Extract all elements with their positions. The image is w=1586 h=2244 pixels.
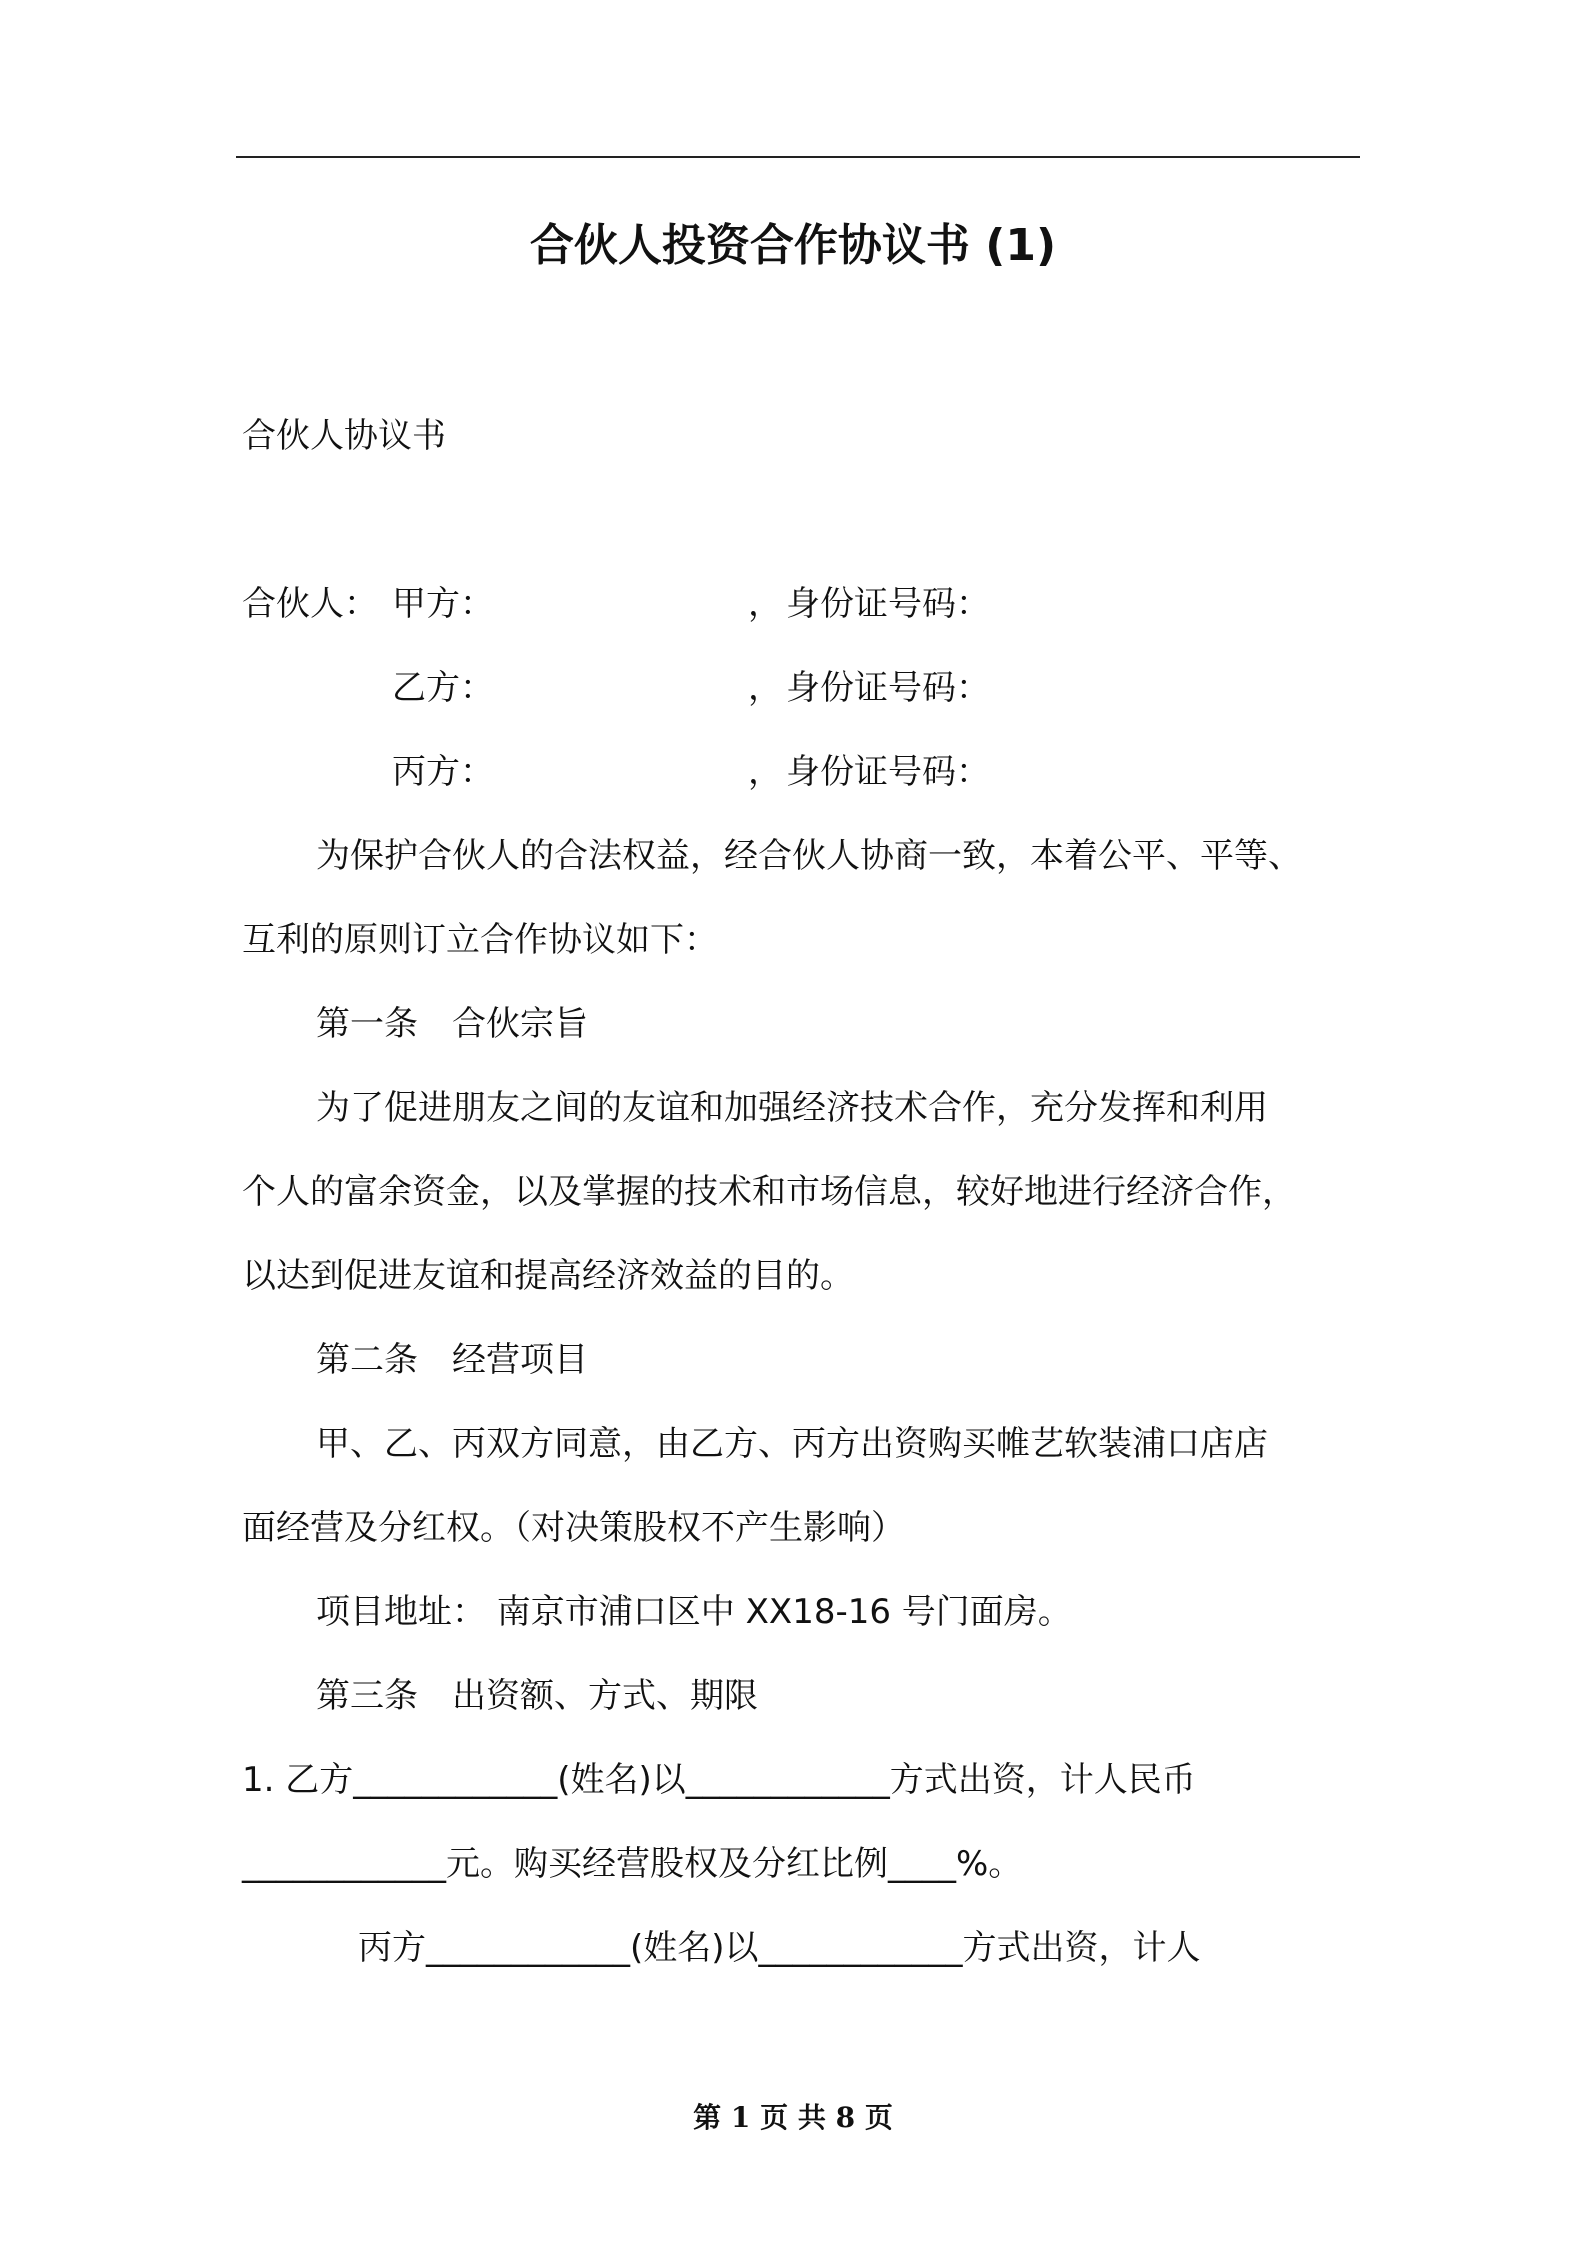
article-3-heading: 第三条 出资额、方式、期限 (316, 1676, 758, 1716)
intro-line-1: 为保护合伙人的合法权益，经合伙人协商一致，本着公平、平等、 (316, 836, 1302, 876)
subtitle: 合伙人协议书 (242, 416, 446, 456)
party-c-sep: ， (748, 752, 782, 792)
document-title: 合伙人投资合作协议书 (1) (529, 220, 1057, 271)
intro-line-2: 互利的原则订立合作协议如下： (242, 920, 718, 960)
article-2-heading: 第二条 经营项目 (316, 1340, 588, 1380)
article-2-line-2: 面经营及分红权。（对决策股权不产生影响） (242, 1508, 905, 1548)
article-1-line-3: 以达到促进友谊和提高经济效益的目的。 (242, 1256, 854, 1296)
party-a-sep: ， (748, 584, 782, 624)
party-c-name: 丙方： (392, 752, 494, 792)
party-a-name: 甲方： (392, 584, 494, 624)
article-3-item-1-line-2: ____________元。购买经营股权及分红比例____%。 (242, 1844, 1023, 1884)
article-1-line-2: 个人的富余资金，以及掌握的技术和市场信息，较好地进行经济合作， (242, 1172, 1296, 1212)
page-footer: 第 1 页 共 8 页 (693, 2101, 893, 2134)
header-rule (236, 156, 1360, 158)
article-1-line-1: 为了促进朋友之间的友谊和加强经济技术合作，充分发挥和利用 (316, 1088, 1268, 1128)
party-b-name: 乙方： (392, 668, 494, 708)
article-3-item-1-line-1: 1. 乙方____________(姓名)以____________方式出资，计人民币 (242, 1760, 1196, 1800)
parties-label: 合伙人： (242, 584, 378, 624)
party-c-id-label: 身份证号码： (786, 752, 990, 792)
article-2-line-1: 甲、乙、丙双方同意，由乙方、丙方出资购买帷艺软装浦口店店 (316, 1424, 1268, 1464)
party-b-id-label: 身份证号码： (786, 668, 990, 708)
article-1-heading: 第一条 合伙宗旨 (316, 1004, 588, 1044)
party-b-sep: ， (748, 668, 782, 708)
article-3-item-2-line-1: 丙方____________(姓名)以____________方式出资，计人 (358, 1928, 1201, 1968)
project-address: 项目地址： 南京市浦口区中 XX18-16 号门面房。 (316, 1592, 1072, 1632)
party-a-id-label: 身份证号码： (786, 584, 990, 624)
